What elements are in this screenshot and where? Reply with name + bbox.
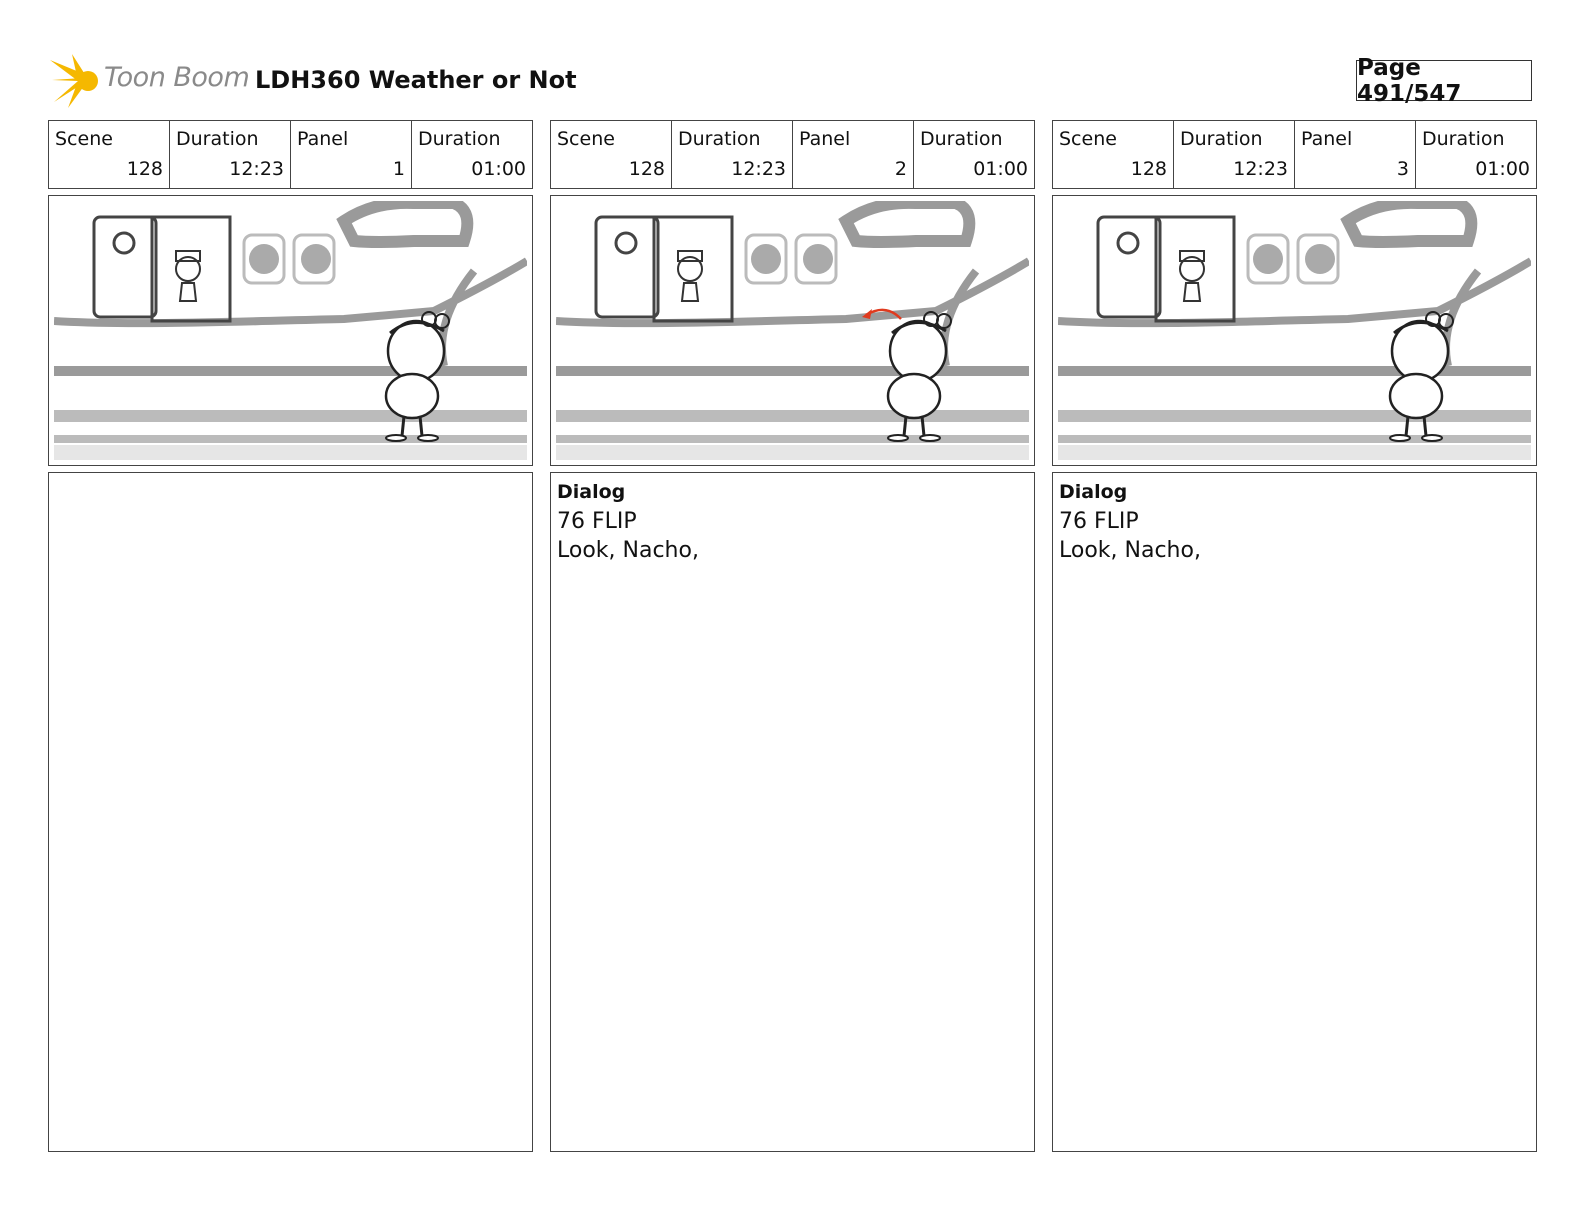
duration-cell (170, 121, 291, 188)
panel-value: 1 (392, 158, 405, 180)
panel-column-1 (48, 120, 533, 1152)
panel-cell (1295, 121, 1416, 188)
duration-cell (1174, 121, 1295, 188)
dialog-line: 76 FLIP (1059, 509, 1139, 534)
starburst-icon (50, 54, 106, 108)
panel-cell (291, 121, 412, 188)
panel-value: 3 (1396, 158, 1409, 180)
dialog-line: Look, Nacho, (1059, 538, 1201, 563)
storyboard-frame (1052, 195, 1537, 466)
scene-value: 128 (1130, 158, 1167, 180)
panel-column-3 (1052, 120, 1537, 1152)
duration-cell (672, 121, 793, 188)
sketch-image (54, 201, 527, 460)
scene-cell (49, 121, 170, 188)
panel-duration-label: Duration (418, 128, 501, 150)
panel-duration-label: Duration (920, 128, 1003, 150)
duration-value: 12:23 (731, 158, 786, 180)
dialog-line: 76 FLIP (557, 509, 637, 534)
panel-value: 2 (894, 158, 907, 180)
duration-value: 12:23 (1233, 158, 1288, 180)
panel-info-row (1052, 120, 1537, 189)
scene-cell (1053, 121, 1174, 188)
panel-duration-value: 01:00 (1475, 158, 1530, 180)
storyboard-frame (550, 195, 1035, 466)
duration-label: Duration (1180, 128, 1263, 150)
panel-info-row (550, 120, 1035, 189)
duration-label: Duration (176, 128, 259, 150)
panel-duration-value: 01:00 (471, 158, 526, 180)
panel-label: Panel (799, 128, 851, 150)
scene-label: Scene (55, 128, 113, 150)
panel-duration-value: 01:00 (973, 158, 1028, 180)
duration-label: Duration (678, 128, 761, 150)
panel-duration-label: Duration (1422, 128, 1505, 150)
notes-box (550, 472, 1035, 1152)
dialog-label: Dialog (557, 481, 626, 503)
scene-label: Scene (1059, 128, 1117, 150)
panel-duration-cell (1416, 121, 1536, 188)
logo-wordmark: Toon Boom (104, 62, 250, 93)
dialog-line: Look, Nacho, (557, 538, 699, 563)
panel-cell (793, 121, 914, 188)
dialog-label: Dialog (1059, 481, 1128, 503)
panel-column-2 (550, 120, 1035, 1152)
scene-value: 128 (126, 158, 163, 180)
sketch-image (1058, 201, 1531, 460)
panel-label: Panel (297, 128, 349, 150)
sketch-image (556, 201, 1029, 460)
notes-box (48, 472, 533, 1152)
panel-duration-cell (914, 121, 1034, 188)
page-indicator: Page 491/547 (1356, 60, 1532, 101)
panel-info-row (48, 120, 533, 189)
notes-box (1052, 472, 1537, 1152)
panel-duration-cell (412, 121, 532, 188)
scene-value: 128 (628, 158, 665, 180)
document-title: LDH360 Weather or Not (255, 66, 577, 94)
storyboard-frame (48, 195, 533, 466)
duration-value: 12:23 (229, 158, 284, 180)
panel-label: Panel (1301, 128, 1353, 150)
scene-cell (551, 121, 672, 188)
scene-label: Scene (557, 128, 615, 150)
